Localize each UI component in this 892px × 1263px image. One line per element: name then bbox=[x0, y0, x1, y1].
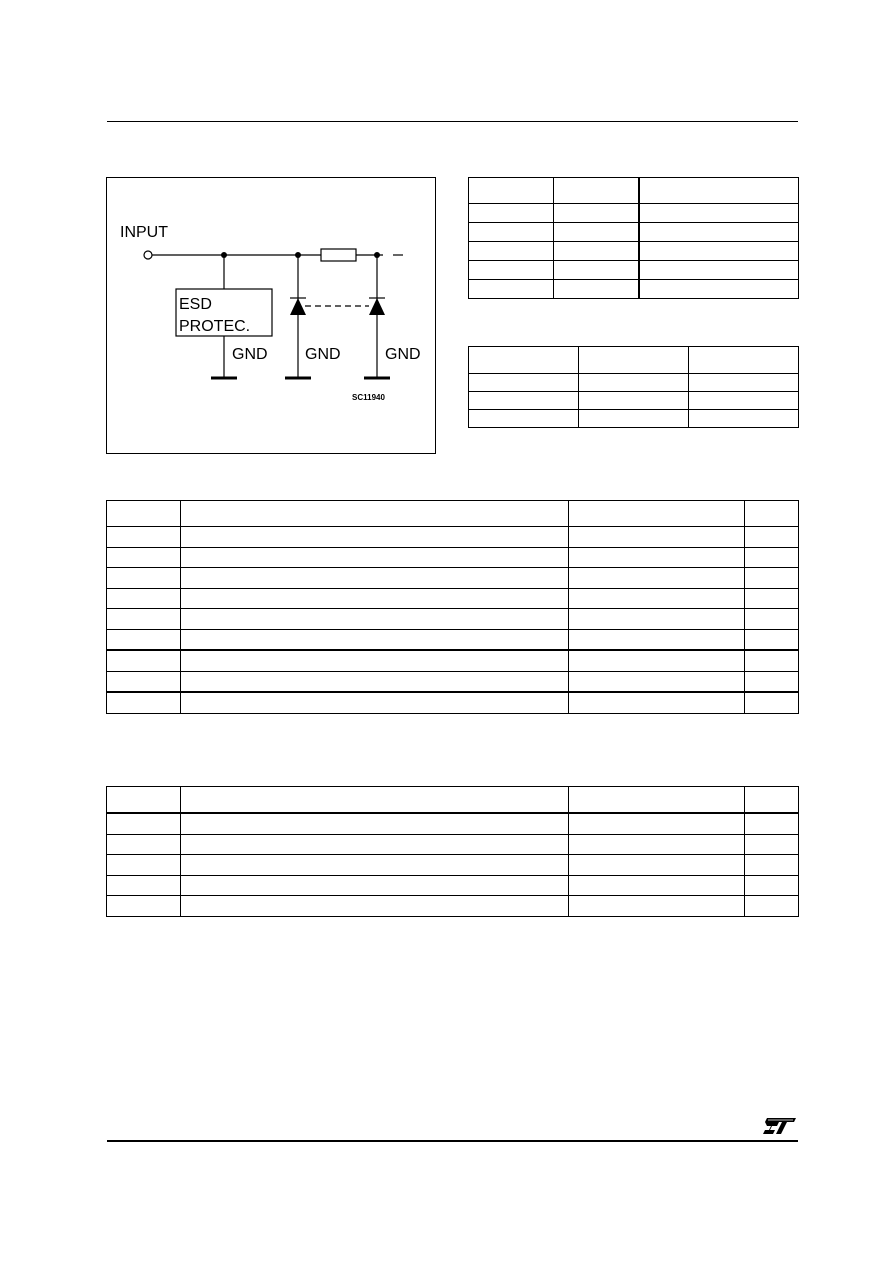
ordering-table bbox=[468, 346, 799, 428]
esd-label-line2: PROTEC. bbox=[179, 318, 251, 335]
table-row bbox=[469, 223, 799, 242]
table-header-row bbox=[107, 787, 799, 814]
table-row bbox=[107, 855, 799, 876]
gnd-label: GND bbox=[305, 346, 341, 363]
absolute-max-ratings-table bbox=[106, 500, 799, 714]
input-label: INPUT bbox=[120, 224, 168, 241]
table-row bbox=[107, 875, 799, 896]
footer-rule bbox=[107, 1140, 798, 1142]
gnd-label: GND bbox=[232, 346, 268, 363]
table-row bbox=[107, 547, 799, 568]
table-row bbox=[107, 671, 799, 692]
table-row bbox=[107, 813, 799, 834]
table-header-row bbox=[469, 347, 799, 374]
table-row bbox=[107, 568, 799, 589]
table-header-row bbox=[107, 501, 799, 527]
zener-diode bbox=[290, 298, 306, 315]
table-row bbox=[107, 609, 799, 630]
table-row bbox=[107, 692, 799, 713]
table-header-row bbox=[469, 178, 799, 204]
table-row bbox=[107, 527, 799, 548]
st-logo-icon bbox=[762, 1116, 798, 1136]
schematic-drawing bbox=[107, 178, 437, 455]
table-row bbox=[107, 629, 799, 650]
zener-diode bbox=[369, 298, 385, 315]
table-row bbox=[107, 834, 799, 855]
input-protection-schematic bbox=[106, 177, 436, 454]
input-terminal bbox=[144, 251, 152, 259]
table-row bbox=[469, 374, 799, 392]
gnd-label: GND bbox=[385, 346, 421, 363]
table-row bbox=[469, 204, 799, 223]
table-row bbox=[469, 410, 799, 428]
header-rule bbox=[107, 121, 798, 122]
table-row bbox=[469, 392, 799, 410]
table-row bbox=[469, 242, 799, 261]
pin-connection-table bbox=[468, 177, 799, 299]
table-row bbox=[469, 261, 799, 280]
thermal-data-table bbox=[106, 786, 799, 917]
table-row bbox=[107, 896, 799, 917]
table-row bbox=[469, 280, 799, 299]
esd-label-line1: ESD bbox=[179, 296, 212, 313]
resistor bbox=[321, 249, 356, 261]
figure-code: SC11940 bbox=[352, 393, 385, 402]
table-row bbox=[107, 650, 799, 671]
table-row bbox=[107, 588, 799, 609]
